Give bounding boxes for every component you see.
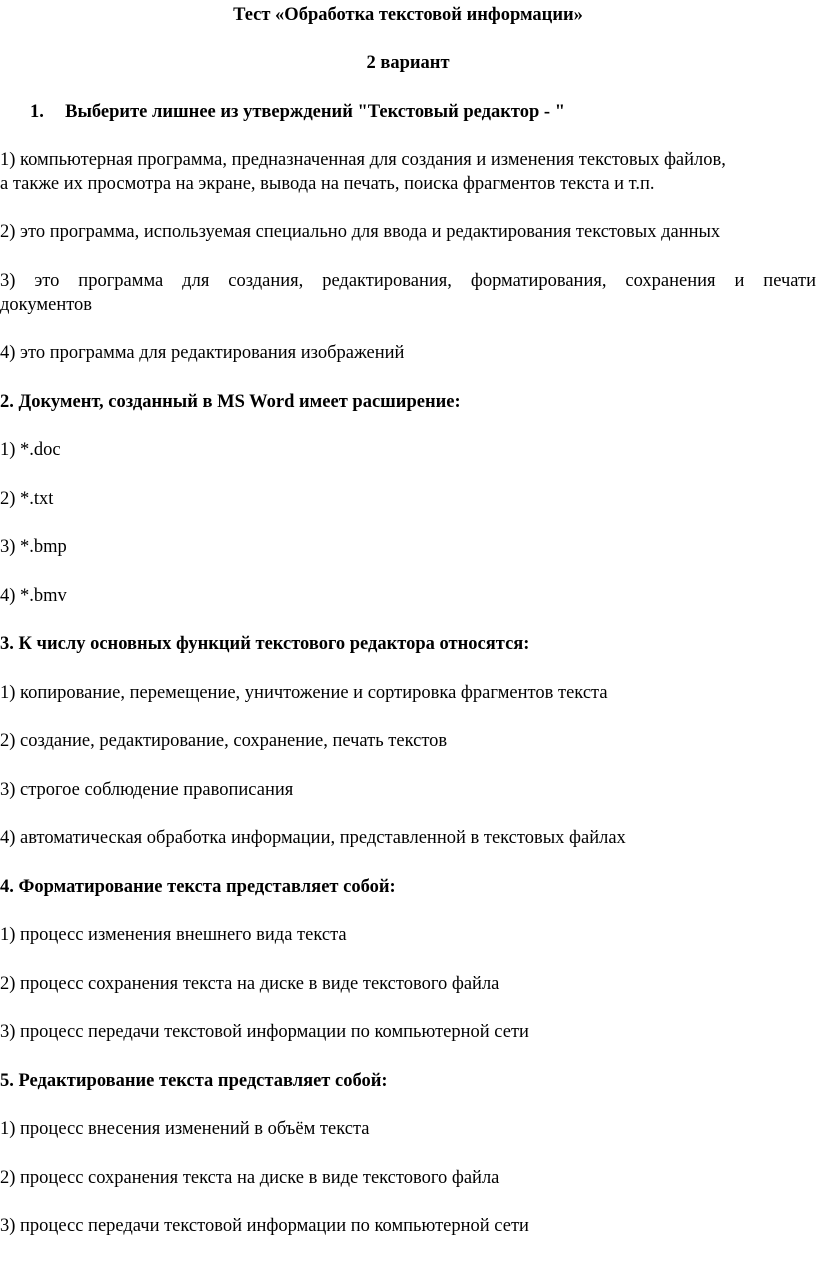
question-1 [30,101,565,123]
q3-answer-3: 3) строгое соблюдение правописания [0,780,294,800]
question-3 [0,633,529,655]
q5-answer-3: 3) процесс передачи текстовой информации по компьютерной сети [0,1216,529,1236]
question-5-text: . Редактирование текста представляет собой: [9,1071,388,1091]
question-3-number: 3 [0,634,10,654]
variant-label: 2 вариант [366,53,450,73]
q5-answer-1: 1) процесс внесения изменений в объём текста [0,1119,370,1139]
question-2-number: 2 [0,392,10,412]
page-title: Тест «Обработка текстовой информации» [233,5,583,25]
q2-answer-4: 4) *.bmv [0,586,67,606]
q1-answer-1-line-1: 1) компьютерная программа, предназначенная для создания и изменения текстовых файлов, [0,150,726,170]
q4-answer-2: 2) процесс сохранения текста на диске в виде текстового файла [0,974,500,994]
question-1-number: 1. [30,102,44,122]
q5-answer-2: 2) процесс сохранения текста на диске в виде текстового файла [0,1168,500,1188]
q2-answer-3: 3) *.bmp [0,537,67,557]
question-3-text: . К числу основных функций текстового редактора относятся: [9,634,530,654]
q3-answer-4: 4) автоматическая обработка информации, представленной в текстовых файлах [0,828,626,848]
q3-answer-2: 2) создание, редактирование, сохранение, печать текстов [0,731,448,751]
q1-answer-3-line-2: документов [0,295,93,315]
q1-answer-1-line-2: а также их просмотра на экране, вывода на печать, поиска фрагментов текста и т.п. [0,174,655,194]
q2-answer-1: 1) *.doc [0,440,61,460]
question-5-number: 5 [0,1071,10,1091]
q1-answer-2: 2) это программа, используемая специально для ввода и редактирования текстовых данных [0,222,721,242]
q4-answer-1: 1) процесс изменения внешнего вида текста [0,925,347,945]
q3-answer-1: 1) копирование, перемещение, уничтожение и сортировка фрагментов текста [0,683,608,703]
question-5 [0,1070,388,1092]
q1-answer-4: 4) это программа для редактирования изображений [0,343,405,363]
q4-answer-3: 3) процесс передачи текстовой информации по компьютерной сети [0,1022,529,1042]
question-4: 4. Форматирование текста представляет собой: [0,877,396,897]
question-1-text: Выберите лишнее из утверждений "Текстовый редактор - " [65,102,565,122]
question-2 [0,391,461,413]
q1-answer-3-line-1: 3) это программа для создания, редактирования, форматирования, сохранения и печати [0,271,816,291]
question-2-text: . Документ, созданный в MS Word имеет расширение: [9,392,461,412]
q2-answer-2: 2) *.txt [0,489,54,509]
